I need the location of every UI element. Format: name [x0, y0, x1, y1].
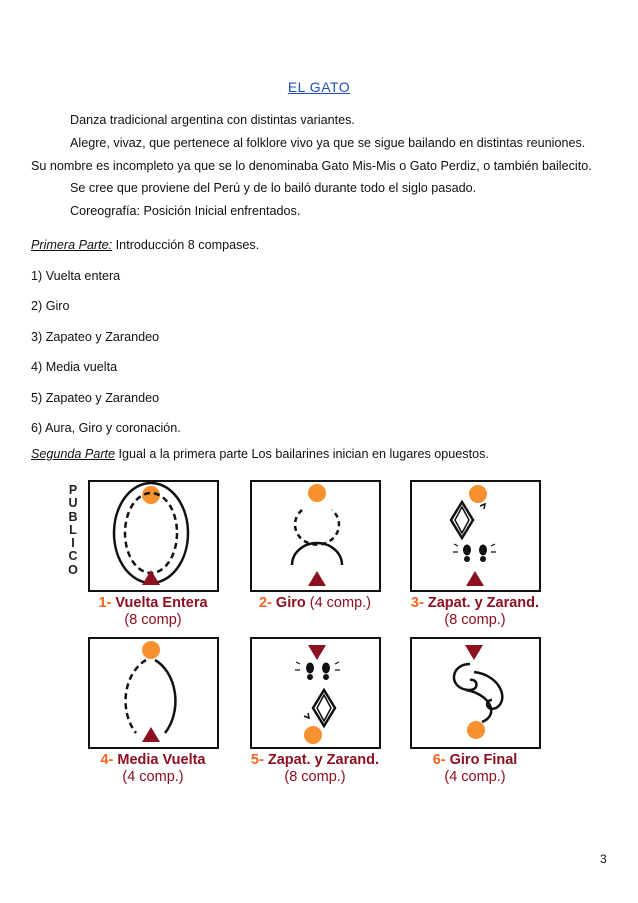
caption-detail: (8 comp.) — [284, 769, 346, 785]
intro-line-5: Coreografía: Posición Inicial enfrentados. — [70, 204, 301, 218]
turn-path-dashed — [295, 510, 339, 545]
caption-number: 3- — [410, 595, 424, 611]
dancer-a-icon — [308, 484, 326, 502]
dancer-b-icon — [308, 645, 326, 660]
publico-letter: I — [71, 536, 75, 551]
figure-caption-5 — [240, 752, 390, 786]
second-part-label: Segunda Parte — [31, 447, 116, 461]
first-part-text: Introducción 8 compases. — [112, 238, 260, 252]
intro-line-1: Danza tradicional argentina con distintas variantes. — [70, 113, 355, 127]
figure-caption-1 — [78, 595, 228, 629]
caption-number: 2- — [258, 595, 272, 611]
shoe-icon — [322, 663, 330, 681]
shoe-icon — [306, 663, 314, 681]
caption-name: Zapat. y Zarand. — [423, 595, 540, 611]
caption-name: Giro — [271, 595, 306, 611]
figure-4-drawing — [126, 641, 176, 742]
document-title: EL GATO — [287, 79, 351, 95]
full-turn-path-dashed — [125, 493, 177, 573]
caption-number: 6- — [432, 752, 446, 768]
step-6: 6) Aura, Giro y coronación. — [31, 421, 181, 435]
caption-detail: (4 comp.) — [444, 769, 506, 785]
second-part-text: Igual a la primera parte Los bailarines inician en lugares opuestos. — [115, 447, 489, 461]
dancer-a-icon — [142, 641, 160, 659]
caption-detail: (8 comp) — [124, 612, 182, 628]
dancer-a-icon — [469, 485, 487, 503]
publico-letter: P — [68, 483, 78, 497]
figure-6-drawing — [454, 645, 502, 739]
shoe-icon — [463, 545, 471, 563]
step-1: 1) Vuelta entera — [31, 269, 121, 283]
figure-5-drawing — [295, 645, 340, 744]
step-5: 5) Zapateo y Zarandeo — [31, 391, 160, 405]
intro-line-4: Se cree que proviene del Perú y de lo bailó durante todo el siglo pasado. — [70, 181, 477, 195]
dancer-b-icon — [466, 571, 484, 586]
figure-caption-4 — [78, 752, 228, 786]
caption-name: Giro Final — [445, 752, 518, 768]
intro-line-2: Alegre, vivaz, que pertenece al folklore vivo ya que se sigue bailando en distintas reuniones. — [70, 136, 586, 150]
dancer-b-icon — [142, 727, 160, 742]
final-turn-path — [454, 664, 477, 690]
figure-1-drawing — [114, 483, 188, 585]
caption-name: Media Vuelta — [113, 752, 206, 768]
step-2: 2) Giro — [31, 299, 70, 313]
shoe-icon — [479, 545, 487, 563]
dancer-b-icon — [308, 571, 326, 586]
publico-letter: C — [68, 549, 78, 564]
caption-detail: (8 comp.) — [444, 612, 506, 628]
caption-detail: (4 comp.) — [122, 769, 184, 785]
first-part-label: Primera Parte: — [31, 238, 113, 252]
figure-caption-3 — [400, 595, 550, 629]
caption-number: 4- — [100, 752, 114, 768]
figure-caption-6 — [400, 752, 550, 786]
half-turn-path — [155, 660, 175, 733]
dancer-b-icon — [465, 645, 483, 660]
publico-letter: L — [69, 522, 77, 537]
caption-name: Vuelta Entera — [111, 595, 208, 611]
caption-number: 5- — [250, 752, 264, 768]
turn-path — [292, 543, 342, 565]
caption-detail: (4 comp.) — [305, 595, 371, 611]
figure-caption-2 — [240, 595, 390, 612]
caption-number: 1- — [98, 595, 112, 611]
step-3: 3) Zapateo y Zarandeo — [31, 330, 160, 344]
dancer-a-icon — [304, 726, 322, 744]
intro-line-3: Su nombre es incompleto ya que se lo denominaba Gato Mis-Mis o Gato Perdiz, o también bailecito. — [31, 159, 592, 173]
publico-letter: U — [68, 496, 78, 511]
publico-letter: B — [68, 509, 78, 524]
publico-letter: O — [68, 562, 78, 577]
dancer-a-icon — [467, 721, 485, 739]
caption-name: Zapat. y Zarand. — [263, 752, 380, 768]
step-4: 4) Media vuelta — [31, 360, 118, 374]
half-turn-path-dashed — [126, 660, 146, 733]
figure-3-drawing — [451, 485, 496, 586]
figure-2-drawing — [292, 484, 342, 586]
page-number: 3 — [600, 852, 607, 866]
